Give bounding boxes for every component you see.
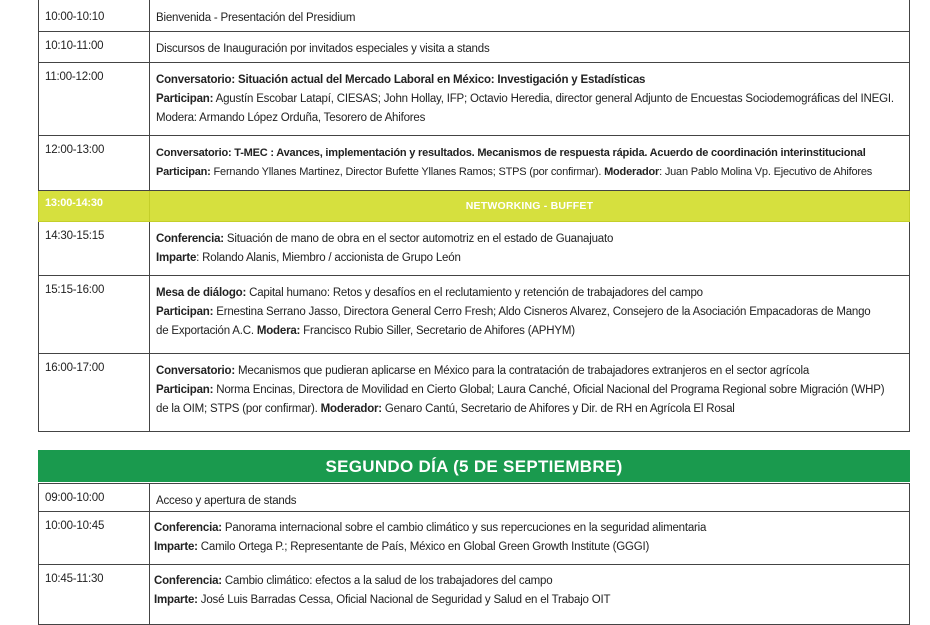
schedule-row [39,565,910,625]
networking-time: 13:00-14:30 [39,191,150,222]
row-line: Acceso y apertura de stands [156,495,297,507]
day1-schedule-table [38,0,910,432]
row-line: Conferencia: Panorama internacional sobre el cambio climático y sus repercuciones en la seguridad alimentaria [154,522,707,534]
row-time: 10:00-10:10 [39,0,150,32]
row-time: 10:45-11:30 [39,565,150,625]
row-time: 15:15-16:00 [39,276,150,354]
row-line: Imparte: Rolando Alanis, Miembro / accionista de Grupo León [156,252,461,264]
row-time: 10:00-10:45 [39,512,150,565]
row-description [150,512,910,565]
row-time: 09:00-10:00 [39,484,150,512]
row-line: Modera: Armando López Orduña, Tesorero de Ahifores [156,112,426,124]
row-line: Conversatorio: Mecanismos que pudieran aplicarse en México para la contratación de trabajadores extranjeros en el sector agrícola [156,365,810,377]
schedule-row [39,63,910,136]
row-description [150,276,910,354]
schedule-row [39,512,910,565]
row-line: Imparte: Camilo Ortega P.; Representante de País, México en Global Green Growth Institute (GGGI) [154,541,650,553]
schedule-row [39,136,910,191]
day2-schedule-table [38,483,910,625]
row-line: de Exportación A.C. Modera: Francisco Rubio Siller, Secretario de Ahifores (APHYM) [156,325,575,337]
row-time: 11:00-12:00 [39,63,150,136]
row-line: Participan: Ernestina Serrano Jasso, Directora General Cerro Fresh; Aldo Cisneros Alvarez, Consejero de la Asociación Empacadoras de Mango [156,306,871,318]
row-line: Conversatorio: T-MEC : Avances, implementación y resultados. Mecanismos de respuesta rápida. Acuerdo de coordinación interinstitucional [156,147,866,159]
row-line: Participan: Fernando Yllanes Martinez, Director Bufette Yllanes Ramos; STPS (por confirmar). Moderador: Juan Pablo Molina Vp. Ejecutivo de Ahifores [156,166,873,178]
row-line: Discursos de Inauguración por invitados especiales y visita a stands [156,43,490,55]
row-line: Conferencia: Situación de mano de obra en el sector automotriz en el estado de Guanajuato [156,233,614,245]
row-description [150,222,910,276]
row-description [150,63,910,136]
row-line: Imparte: José Luis Barradas Cessa, Oficial Nacional de Seguridad y Salud en el Trabajo OIT [154,594,611,606]
schedule-row [39,354,910,432]
row-line: Participan: Agustín Escobar Latapí, CIESAS; John Hollay, IFP; Octavio Heredia, director general Adjunto de Encuestas Sociodemográficas del INEGI. [156,93,894,105]
row-line: de la OIM; STPS (por confirmar). Moderador: Genaro Cantú, Secretario de Ahifores y Dir. de RH en Agrícola El Rosal [156,403,735,415]
row-line: Conferencia: Cambio climático: efectos a la salud de los trabajadores del campo [154,575,553,587]
row-description [150,565,910,625]
row-time: 10:10-11:00 [39,32,150,63]
schedule-row [39,0,910,32]
schedule-row [39,222,910,276]
schedule-row [39,32,910,63]
row-description [150,484,910,512]
row-time: 12:00-13:00 [39,136,150,191]
networking-label: NETWORKING - BUFFET [150,191,910,222]
schedule-row [39,276,910,354]
row-line: Participan: Norma Encinas, Directora de Movilidad en Cierto Global; Laura Canché, Oficial Nacional del Programa Regional sobre Migración (WHP) [156,384,885,396]
day2-header: SEGUNDO DÍA (5 DE SEPTIEMBRE) [38,450,910,482]
row-line: Mesa de diálogo: Capital humano: Retos y desafíos en el reclutamiento y retención de trabajadores del campo [156,287,703,299]
networking-row [39,191,910,222]
row-description [150,32,910,63]
row-line: Conversatorio: Situación actual del Mercado Laboral en México: Investigación y Estadísticas [156,74,646,86]
row-description [150,0,910,32]
row-time: 14:30-15:15 [39,222,150,276]
row-time: 16:00-17:00 [39,354,150,432]
schedule-row [39,484,910,512]
row-line: Bienvenida - Presentación del Presidium [156,12,356,24]
row-description [150,136,910,191]
row-description [150,354,910,432]
